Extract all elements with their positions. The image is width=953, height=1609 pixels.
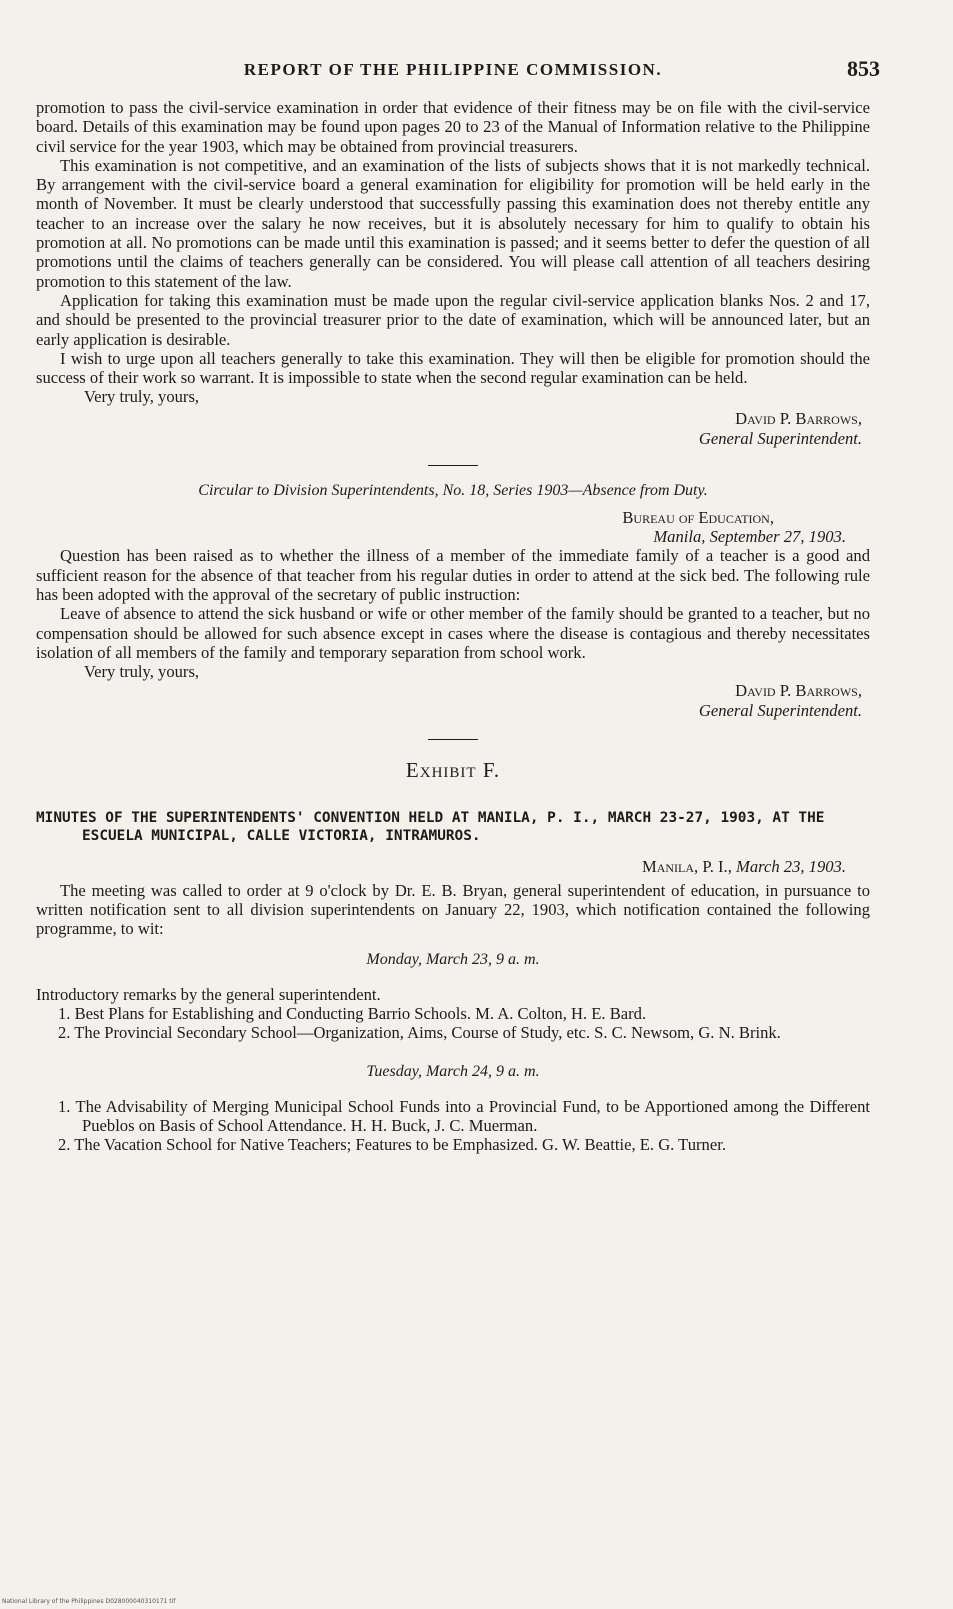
page-number: 853 [847,56,880,81]
minutes-title: MINUTES OF THE SUPERINTENDENTS' CONVENTION HELD AT MANILA, P. I., MARCH 23-27, 1903, AT THE ESCUELA MUNICIPAL, CALLE VICTORIA, INTRAMUROS. [36,810,825,845]
paragraph-continuation: promotion to pass the civil-service examination in order that evidence of their fitness may be on file with the civil-service board. Details of this examination may be found upon pages 20 to 23 of the Manual of Information relative to the Philippine civil service for the year 1903, which may be obtained from provincial treasurers. [36,98,870,156]
section-divider [428,465,478,466]
paragraph-application: Application for taking this examination must be made upon the regular civil-service application blanks Nos. 2 and 17, and should be presented to the provincial treasurer prior to the date of examination, which will be announced later, but an early application is desirable. [36,290,870,349]
circular-signature-block [36,681,862,721]
circular-paragraph-question: Question has been raised as to whether the illness of a member of the immediate family of a teacher is a good and sufficient reason for the absence of that teacher from his regular duties in order to attend at the sick bed. The following rule has been adopted with the approval of the secretary of public instruction: [36,546,870,604]
circular-paragraph-leave: Leave of absence to attend the sick husband or wife or other member of the family should be granted to a teacher, but no compensation should be allowed for such absence except in cases where the disease is contagious and thereby necessitates isolation of all members of the family and temporary separation from school work. [36,604,870,662]
programme-item: 2. The Provincial Secondary School—Organization, Aims, Course of Study, etc. S. C. Newsom, G. N. Brink. [58,1023,781,1043]
signature-title: General Superintendent. [698,428,862,448]
bureau-name: Bureau of Education, [622,507,774,527]
tuesday-heading: Tuesday, March 24, 9 a. m. [366,1062,540,1080]
monday-intro: Introductory remarks by the general superintendent. [36,984,381,1004]
circular-signature-title: General Superintendent. [698,701,862,721]
scan-credit: National Library of the Philippines D028000040310171 tif [2,1598,176,1605]
exhibit-title: Exhibit F. [405,758,501,783]
signature-block [36,409,862,449]
dateline-date: March 23, 1903. [736,857,846,877]
minutes-dateline [36,857,846,876]
running-title: REPORT OF THE PHILIPPINE COMMISSION. [243,60,663,79]
closing-salutation: Very truly, yours, [84,387,200,407]
minutes-opening: The meeting was called to order at 9 o'clock by Dr. E. B. Bryan, general superintendent of education, in pursuance to written notification sent to all division superintendents on January 22, 1903, which notification contained the following programme, to wit: [36,880,870,939]
programme-item: 1. Best Plans for Establishing and Conducting Barrio Schools. M. A. Colton, H. E. Bard. [58,1003,647,1023]
circular-closing: Very truly, yours, [84,662,200,682]
document-page [36,56,880,1155]
programme-item: 2. The Vacation School for Native Teachers; Features to be Emphasized. G. W. Beattie, E. G. Turner. [58,1135,726,1155]
paragraph-urge: I wish to urge upon all teachers generally to take this examination. They will then be eligible for promotion should the success of their work so warrant. It is impossible to state when the second regular examination can be held. [36,348,870,388]
paragraph-examination: This examination is not competitive, and an examination of the lists of subjects shows that it is not markedly technical. By arrangement with the civil-service board a general examination for eligibility for promotion will be held early in the month of November. It must be clearly understood that successfully passing this examination does not thereby entitle any teacher to an increase over the salary he now receives, but it is absolutely necessary for him to qualify to obtain his promotion at all. No promotions can be made until this examination is passed; and it seems better to defer the question of all promotions until the claims of teachers generally can be considered. You will please call attention of all teachers desiring promotion to this statement of the law. [36,155,870,291]
monday-heading: Monday, March 23, 9 a. m. [366,950,540,968]
section-divider-2 [428,739,478,740]
circular-heading: Circular to Division Superintendents, No. 18, Series 1903—Absence from Duty. [198,481,708,499]
circular-bureau [36,508,774,527]
programme-item: 1. The Advisability of Merging Municipal School Funds into a Provincial Fund, to be Apportioned among the Different Pueblos on Basis of School Attendance. H. H. Buck, J. C. Muerman. [58,1096,870,1135]
page-header [36,56,880,98]
signature-name: David P. Barrows, [735,408,862,428]
dateline-place: Manila, P. I., [641,857,732,877]
circular-date: Manila, September 27, 1903. [653,527,846,547]
circular-signature-name: David P. Barrows, [735,681,862,701]
